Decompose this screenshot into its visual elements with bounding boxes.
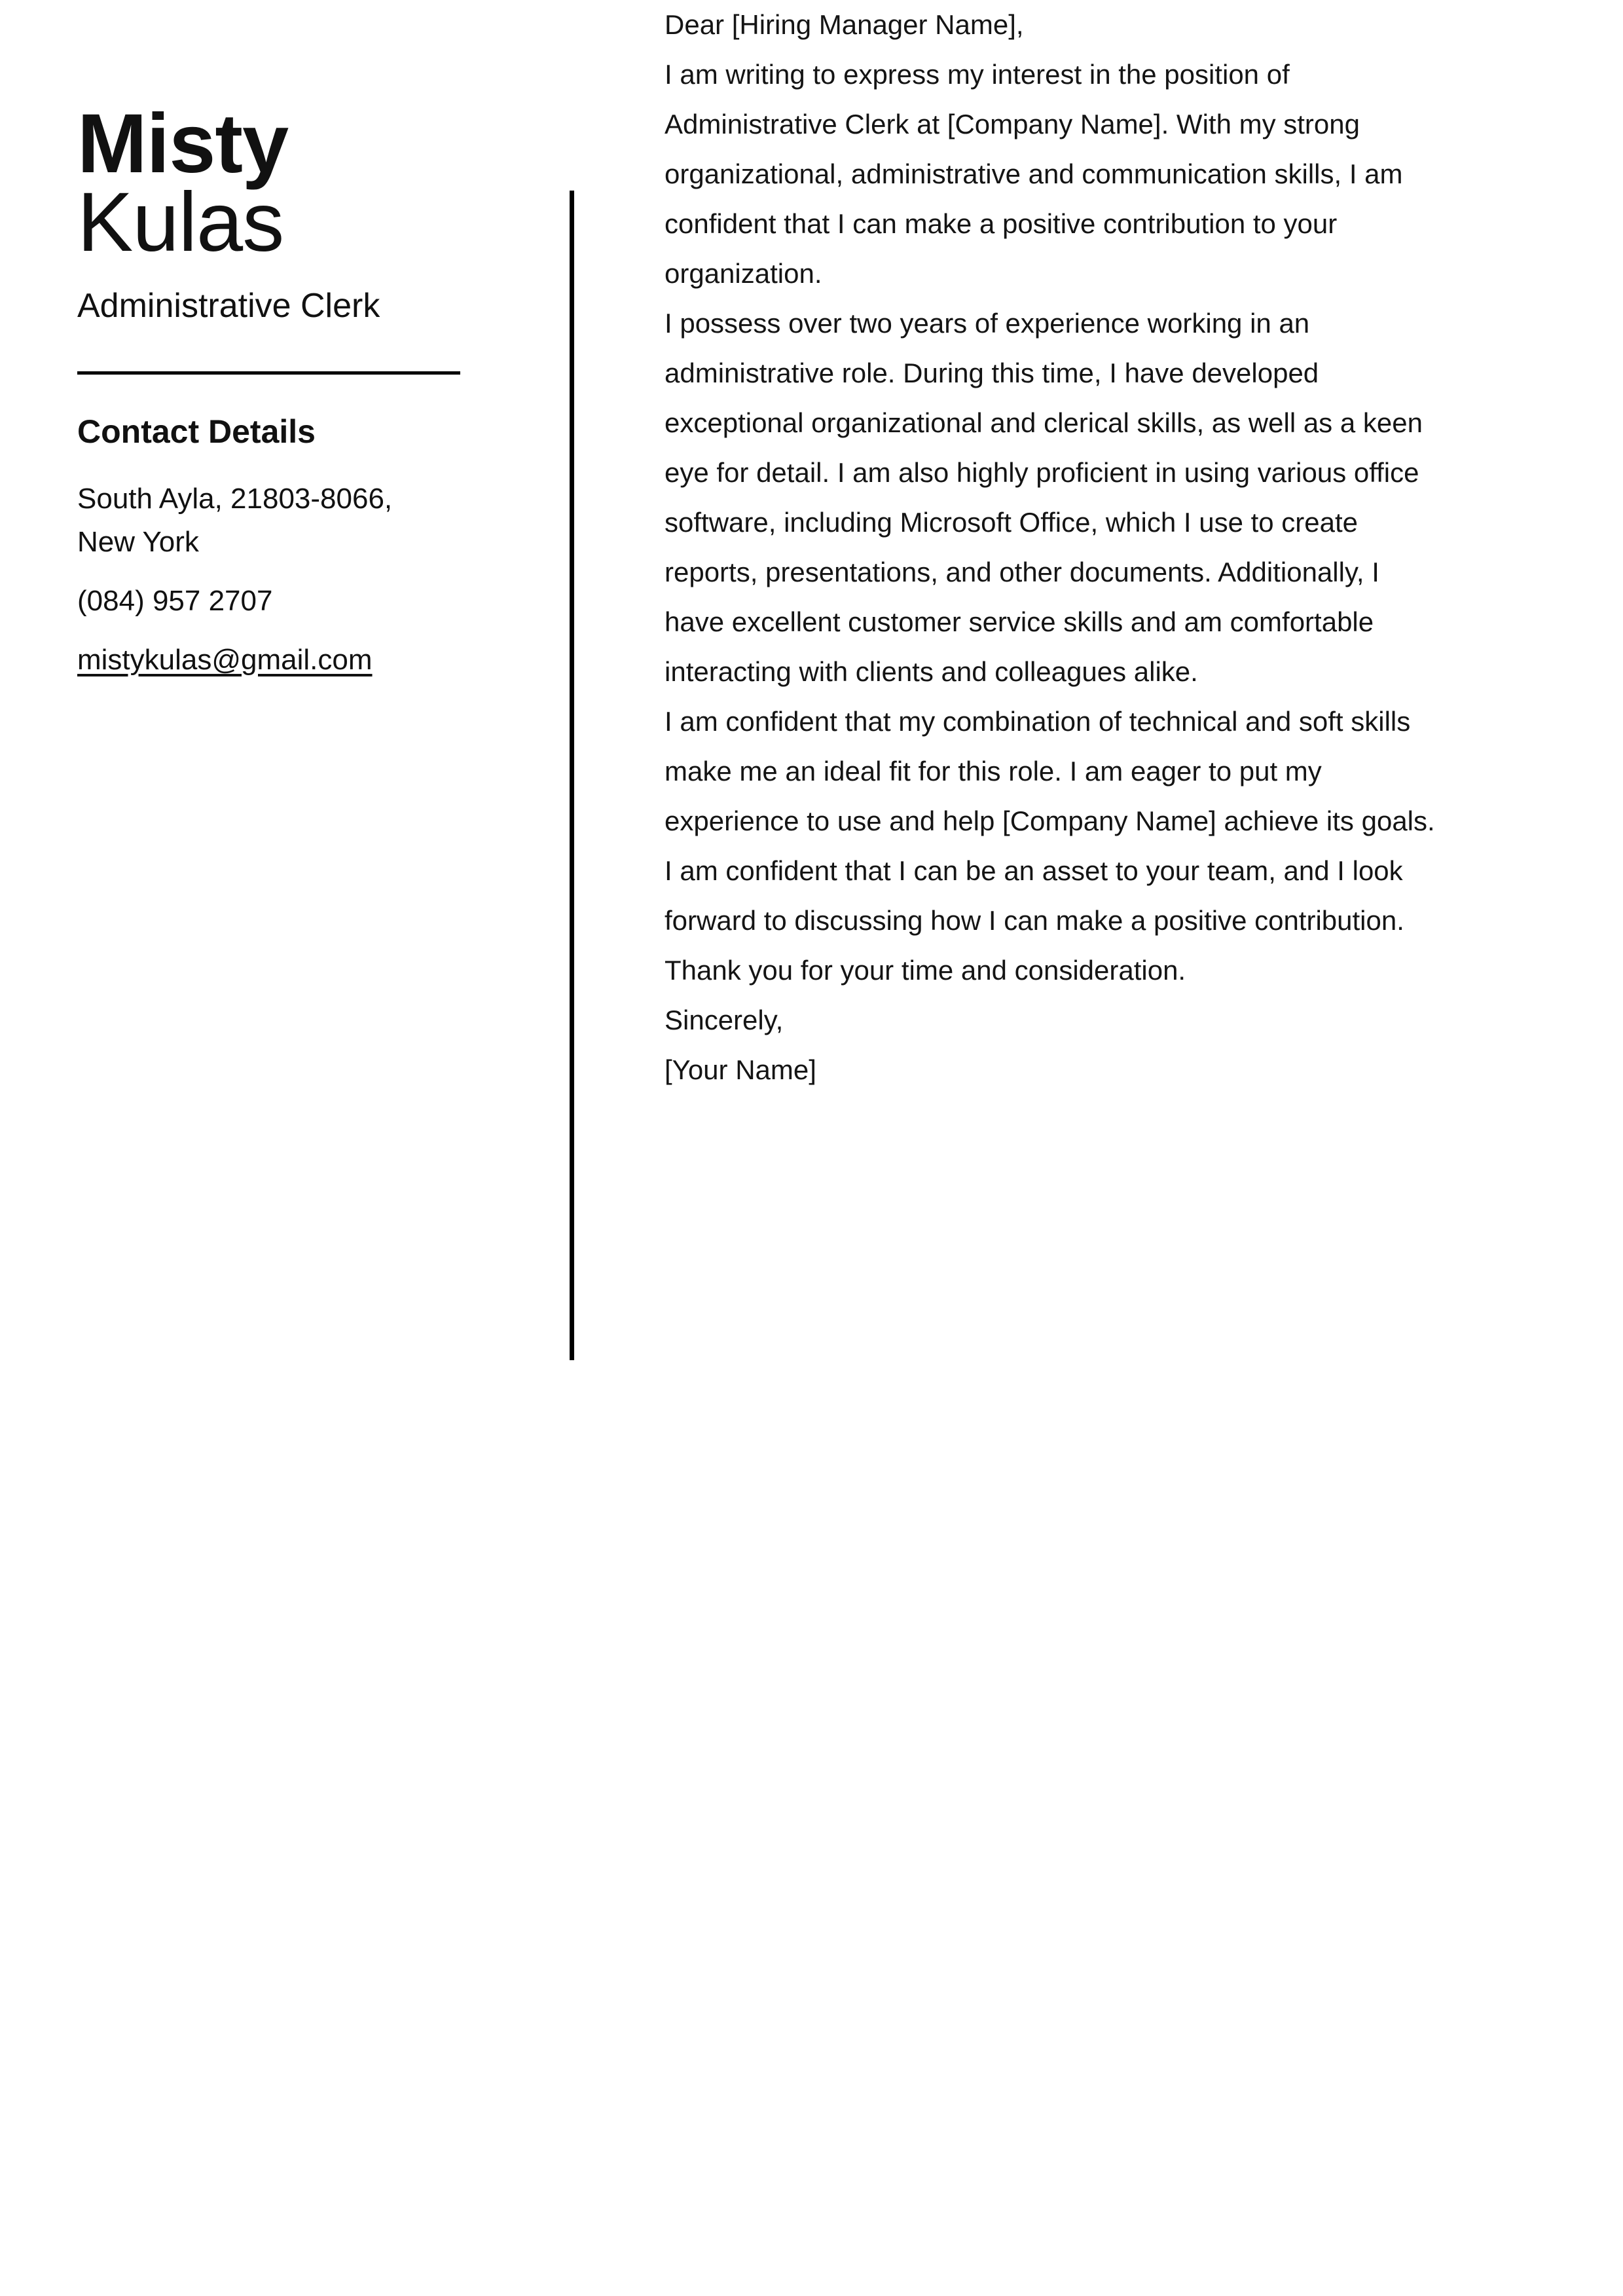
letter-greeting: Dear [Hiring Manager Name], xyxy=(665,9,1024,40)
closing-signature-name: [Your Name] xyxy=(665,1054,816,1085)
letter-thanks-line: Thank you for your time and consideration. xyxy=(665,955,1186,986)
letter-paragraph-3: I am confident that my combination of technical and soft skills make me an ideal fit for this role. I am eager to put my experience to use and help [Company Name] achieve its goals. I am confident that I can be an asset to your team, and I look forward to discussing how I can make a positive contribution. xyxy=(665,706,1435,936)
job-title: Administrative Clerk xyxy=(77,287,380,325)
letter-body xyxy=(665,0,1555,1095)
letter-closing xyxy=(665,995,1555,1095)
contact-phone: (084) 957 2707 xyxy=(77,585,273,617)
letter-paragraph-1: I am writing to express my interest in the position of Administrative Clerk at [Company Name]. With my strong organizational, administrative and communication skills, I am confident that I can make a positive contribution to your organization. xyxy=(665,59,1403,289)
sidebar-divider-rule xyxy=(77,371,460,375)
closing-salutation: Sincerely, xyxy=(665,1005,784,1035)
contact-address: South Ayla, 21803-8066, New York xyxy=(77,483,393,558)
contact-details-heading: Contact Details xyxy=(77,413,316,450)
sidebar xyxy=(77,0,522,682)
candidate-name xyxy=(77,97,522,269)
vertical-divider-rule xyxy=(570,191,574,1360)
contact-email-link[interactable]: mistykulas@gmail.com xyxy=(77,644,373,676)
letter-paragraph-2: I possess over two years of experience working in an administrative role. During this time, I have developed exceptional organizational and clerical skills, as well as a keen eye for detail. I am also highly proficient in using various office software, including Microsoft Office, which I use to create reports, presentations, and other documents. Additionally, I have excellent customer service skills and am comfortable interacting with clients and colleagues alike. xyxy=(665,308,1423,687)
candidate-last-name: Kulas xyxy=(77,176,284,269)
candidate-first-name: Misty xyxy=(77,97,289,191)
